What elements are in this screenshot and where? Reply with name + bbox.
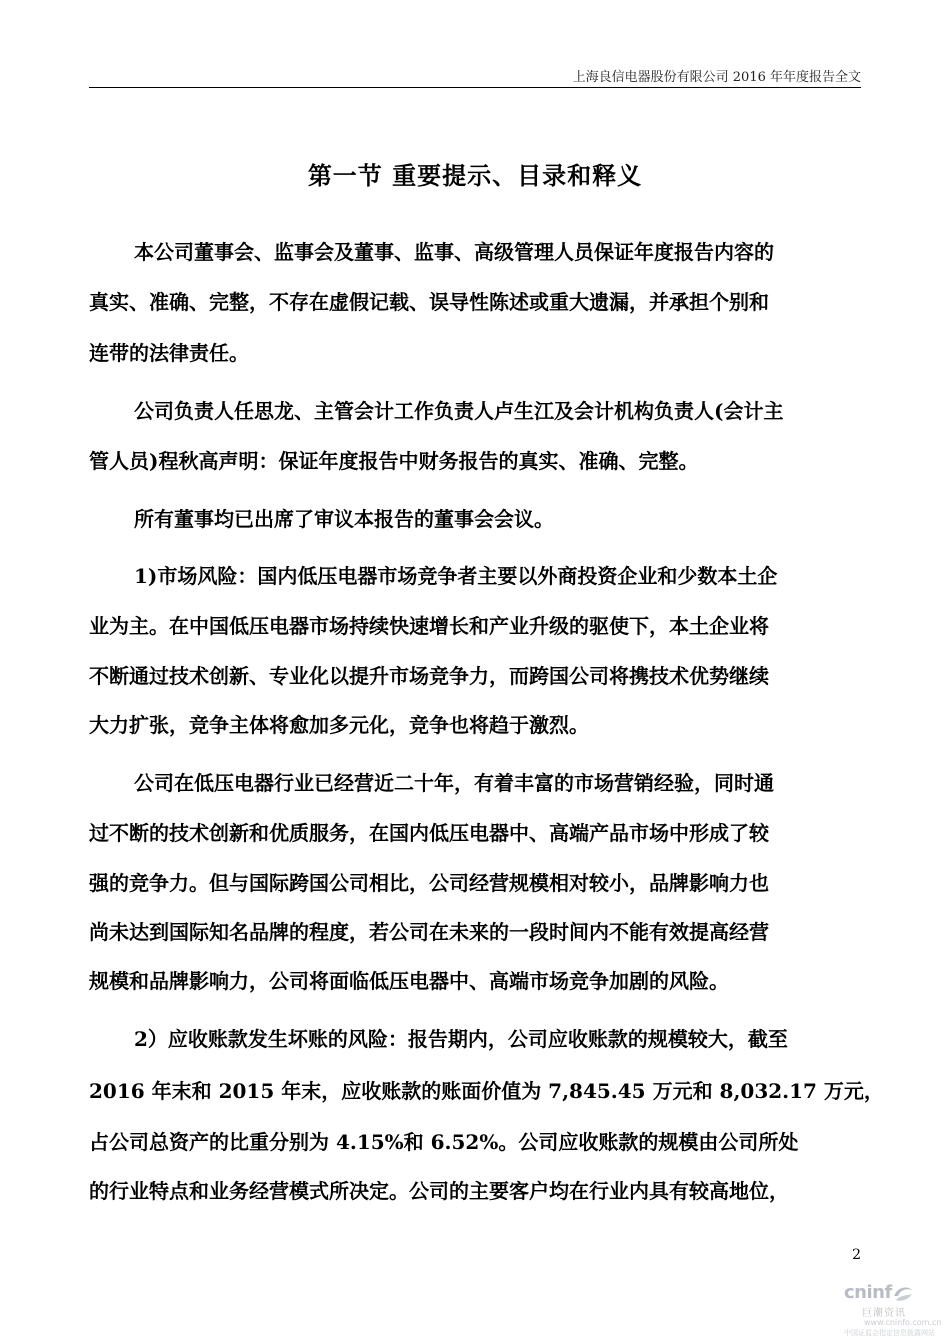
running-header: 上海良信电器股份有限公司 2016 年年度报告全文: [572, 70, 861, 85]
page-number: 2: [852, 1247, 861, 1263]
section-title: 第一节 重要提示、目录和释义: [307, 161, 643, 190]
text-line: 强的竞争力。但与国际跨国公司相比，公司经营规模相对较小，品牌影响力也: [89, 871, 769, 895]
text-line: 不断通过技术创新、专业化以提升市场竞争力，而跨国公司将携技术优势继续: [89, 664, 769, 688]
text-line: 过不断的技术创新和优质服务，在国内低压电器中、高端产品市场中形成了较: [89, 821, 769, 845]
text-line: 2）应收账款发生坏账的风险：报告期内，公司应收账款的规模较大，截至: [134, 1027, 788, 1051]
text-line: 所有董事均已出席了审议本报告的董事会会议。: [134, 507, 554, 531]
text-line: 的行业特点和业务经营模式所决定。公司的主要客户均在行业内具有较高地位，: [89, 1179, 789, 1203]
text-line: 1)市场风险：国内低压电器市场竞争者主要以外商投资企业和少数本土企: [134, 564, 778, 588]
text-line: 公司负责人任思龙、主管会计工作负责人卢生江及会计机构负责人(会计主: [134, 399, 784, 423]
watermark-url: www.cninfo.com.cn: [864, 1318, 942, 1327]
cninfo-watermark-logo: [844, 1282, 944, 1338]
text-line: 规模和品牌影响力，公司将面临低压电器中、高端市场竞争加剧的风险。: [89, 969, 729, 993]
text-line: 尚未达到国际知名品牌的程度，若公司在未来的一段时间内不能有效提高经营: [89, 920, 769, 944]
text-line: 真实、准确、完整，不存在虚假记载、误导性陈述或重大遗漏，并承担个别和: [89, 290, 769, 314]
text-line: 公司在低压电器行业已经营近二十年，有着丰富的市场营销经验，同时通: [134, 771, 774, 795]
watermark-subtitle: 中国证监会指定信息披露网站: [844, 1329, 935, 1337]
text-line: 占公司总资产的比重分别为 4.15%和 6.52%。公司应收账款的规模由公司所处: [89, 1130, 799, 1154]
text-line: 连带的法律责任。: [89, 341, 249, 365]
watermark-brand-cn: 巨潮资讯: [862, 1308, 906, 1319]
text-line: 2016 年末和 2015 年末，应收账款的账面价值为 7,845.45 万元和 8,032.17 万元，: [89, 1079, 884, 1103]
text-line: 业为主。在中国低压电器市场持续快速增长和产业升级的驱使下，本土企业将: [89, 614, 769, 638]
watermark-brand: cninf: [844, 1282, 892, 1303]
text-line: 大力扩张，竞争主体将愈加多元化，竞争也将趋于激烈。: [89, 713, 589, 737]
header-rule: [89, 87, 861, 88]
text-line: 本公司董事会、监事会及董事、监事、高级管理人员保证年度报告内容的: [134, 240, 774, 264]
swoosh-icon: [892, 1284, 914, 1302]
text-line: 管人员)程秋高声明：保证年度报告中财务报告的真实、准确、完整。: [89, 449, 699, 473]
